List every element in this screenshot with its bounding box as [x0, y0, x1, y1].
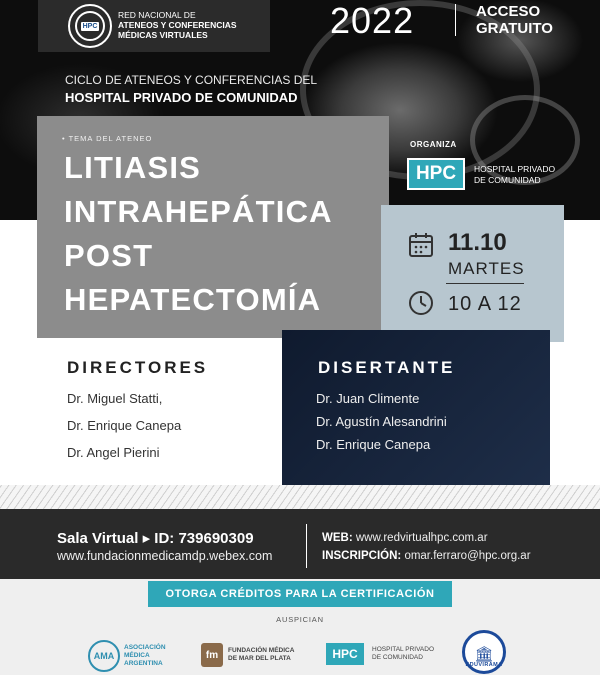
- hpc-small-logo-icon: HPC: [326, 643, 364, 665]
- speaker-name: Dr. Agustín Alesandrini: [316, 414, 447, 429]
- sponsor-fundacion-medica: fm FUNDACIÓN MÉDICA DE MAR DEL PLATA: [201, 643, 294, 667]
- network-name: RED NACIONAL DE ATENEOS Y CONFERENCIAS MÉDICAS VIRTUALES: [118, 10, 237, 40]
- emblem-mark: HPC: [82, 22, 98, 30]
- network-logo-block: [38, 0, 270, 52]
- website-link[interactable]: www.redvirtualhpc.com.ar: [355, 532, 488, 544]
- event-time: 10 A 12: [448, 293, 522, 315]
- hpc-logo: HPC: [407, 158, 465, 190]
- topic-title-line: INTRAHEPÁTICA: [64, 194, 333, 229]
- header-divider: [455, 4, 456, 36]
- event-year: 2022: [330, 0, 415, 41]
- director-name: Dr. Angel Pierini: [67, 445, 160, 460]
- website-line: WEB: www.redvirtualhpc.com.ar: [322, 532, 488, 544]
- speaker-name: Dr. Juan Climente: [316, 391, 420, 406]
- eduvirama-logo-icon: 🏛 EDUVIRAMA: [462, 630, 506, 674]
- sponsor-hpc: HPC HOSPITAL PRIVADO DE COMUNIDAD: [326, 643, 434, 665]
- ama-logo-icon: AMA: [88, 640, 120, 672]
- organizer-label: ORGANIZA: [410, 140, 457, 149]
- topic-label: • TEMA DEL ATENEO: [62, 134, 153, 143]
- sponsors-label: AUSPICIAN: [276, 615, 324, 624]
- topic-title-line: LITIASIS: [64, 150, 202, 185]
- director-name: Dr. Miguel Statti,: [67, 391, 163, 406]
- event-day: MARTES: [448, 259, 525, 278]
- registration-email-link[interactable]: omar.ferraro@hpc.org.ar: [404, 550, 531, 562]
- director-name: Dr. Enrique Canepa: [67, 418, 182, 433]
- sponsor-eduvirama: [462, 630, 506, 674]
- speakers-heading: DISERTANTE: [318, 358, 456, 377]
- cycle-heading: CICLO DE ATENEOS Y CONFERENCIAS DEL HOSPITAL PRIVADO DE COMUNIDAD: [65, 73, 318, 106]
- virtual-room-id: Sala Virtual ▸ ID: 739690309: [57, 530, 254, 547]
- registration-line: INSCRIPCIÓN: omar.ferraro@hpc.org.ar: [322, 550, 531, 562]
- calendar-icon: [408, 232, 434, 258]
- speaker-name: Dr. Enrique Canepa: [316, 437, 431, 452]
- clock-icon: [408, 290, 434, 316]
- topic-title-line: HEPATECTOMÍA: [64, 282, 322, 317]
- decorative-hatch-strip: [0, 485, 600, 510]
- info-divider: [306, 524, 307, 568]
- event-date: 11.10: [448, 229, 507, 256]
- virtual-room-link[interactable]: www.fundacionmedicamdp.webex.com: [57, 549, 273, 563]
- network-emblem-icon: [68, 4, 112, 48]
- directors-heading: DIRECTORES: [67, 358, 209, 377]
- date-divider: [446, 283, 524, 284]
- fundacion-medica-logo-icon: fm: [201, 643, 223, 667]
- topic-title-line: POST: [64, 238, 154, 273]
- sponsor-ama: AMA ASOCIACIÓN MÉDICA ARGENTINA: [88, 640, 166, 672]
- organizer-name: HOSPITAL PRIVADO DE COMUNIDAD: [474, 164, 556, 186]
- free-access-label: ACCESO GRATUITO: [476, 3, 553, 37]
- certification-credits-banner: OTORGA CRÉDITOS PARA LA CERTIFICACIÓN: [148, 581, 452, 607]
